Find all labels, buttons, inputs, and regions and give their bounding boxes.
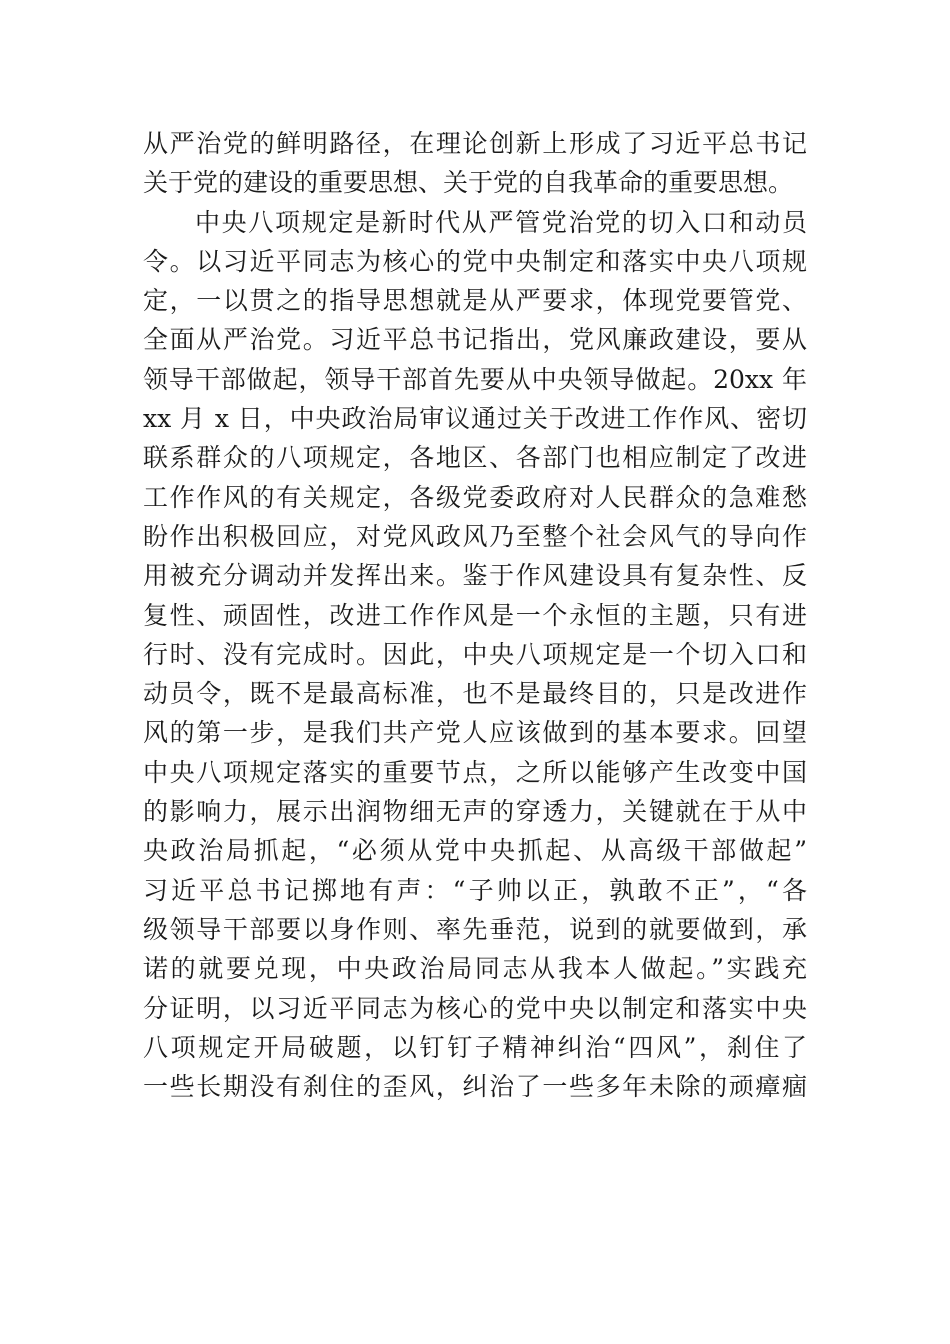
text-line: 风的第一步，是我们共产党人应该做到的基本要求。回望 xyxy=(143,718,807,748)
text-line: 从严治党的鲜明路径，在理论创新上形成了习近平总书记 xyxy=(143,129,807,158)
text-line: 的影响力，展示出润物细无声的穿透力，关键就在于从中 xyxy=(143,797,807,827)
text-line: 级领导干部要以身作则、率先垂范，说到的就要做到，承 xyxy=(143,914,807,944)
text-line: 八项规定开局破题，以钉钉子精神纠治“四风”，刹住了 xyxy=(143,1032,807,1062)
text-line: 行时、没有完成时。因此，中央八项规定是一个切入口和 xyxy=(143,639,807,669)
text-line: 定，一以贯之的指导思想就是从严要求，体现党要管党、 xyxy=(143,286,807,316)
text-line: 领导干部做起，领导干部首先要从中央领导做起。20xx 年 xyxy=(143,364,807,394)
text-line: 盼作出积极回应，对党风政风乃至整个社会风气的导向作 xyxy=(143,521,807,551)
text-line: 诺的就要兑现，中央政治局同志从我本人做起。”实践充 xyxy=(143,954,807,984)
text-line: 中央八项规定落实的重要节点，之所以能够产生改变中国 xyxy=(143,757,807,787)
text-line: 关于党的建设的重要思想、关于党的自我革命的重要思想。 xyxy=(143,168,794,198)
paragraph-first-line: 中央八项规定是新时代从严管党治党的切入口和动员 xyxy=(195,207,807,237)
text-line: 复性、顽固性，改进工作作风是一个永恒的主题，只有进 xyxy=(143,600,807,630)
text-line: 央政治局抓起，“必须从党中央抓起、从高级干部做起” xyxy=(143,836,807,866)
text-line: 令。以习近平同志为核心的党中央制定和落实中央八项规 xyxy=(143,246,807,276)
text-line: 分证明，以习近平同志为核心的党中央以制定和落实中央 xyxy=(143,993,807,1023)
text-line: xx 月 x 日，中央政治局审议通过关于改进工作作风、密切 xyxy=(143,404,807,434)
text-line: 全面从严治党。习近平总书记指出，党风廉政建设，要从 xyxy=(143,325,807,355)
body-text xyxy=(143,124,807,1106)
text-line: 工作作风的有关规定，各级党委政府对人民群众的急难愁 xyxy=(143,482,807,512)
text-line: 一些长期没有刹住的歪风，纠治了一些多年未除的顽瘴痼 xyxy=(143,1072,807,1102)
text-line: 习近平总书记掷地有声：“子帅以正，孰敢不正”，“各 xyxy=(143,875,807,905)
text-line: 联系群众的八项规定，各地区、各部门也相应制定了改进 xyxy=(143,443,807,473)
text-line: 用被充分调动并发挥出来。鉴于作风建设具有复杂性、反 xyxy=(143,561,807,591)
text-line: 动员令，既不是最高标准，也不是最终目的，只是改进作 xyxy=(143,679,807,709)
